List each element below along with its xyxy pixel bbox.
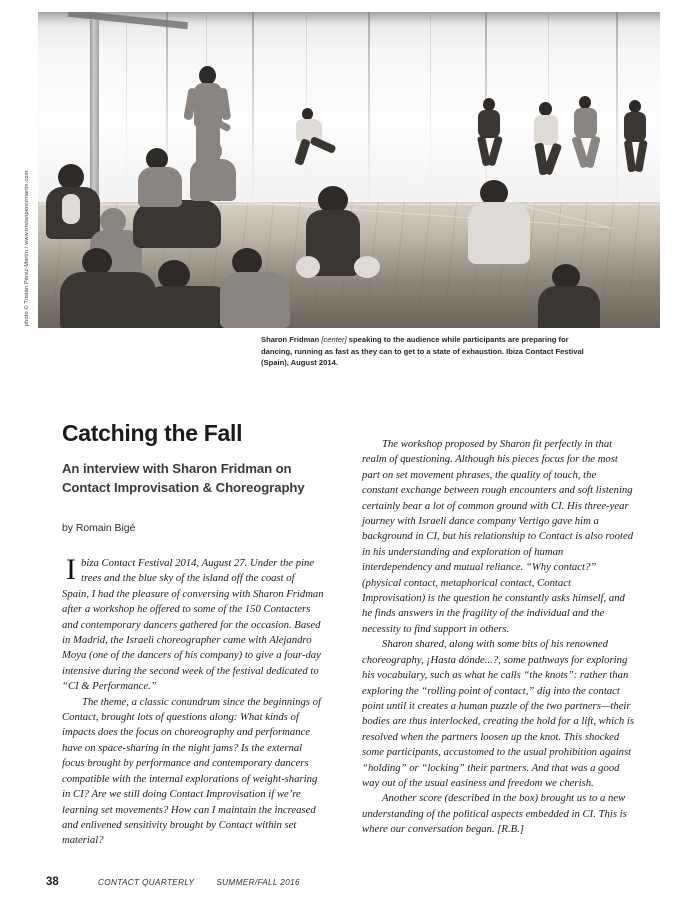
article-byline: by Romain Bigé xyxy=(62,523,136,534)
caption-position-note: [center] xyxy=(321,335,347,344)
lead-paragraph xyxy=(62,553,324,695)
page-number: 38 xyxy=(46,876,59,888)
issue-date: SUMMER/FALL 2016 xyxy=(216,878,300,887)
photo-credit-text: photo © Tristán Pérez-Martín / www.tristanperezmartin.com xyxy=(24,170,30,326)
paragraph: Sharon shared, along with some bits of his renowned choreography, ¡Hasta dónde...?, some pathways for exploring his vocabulary, such as what he calls “the knots”: rather than exploring the “rolling point of contact,” dig into the contact point until it creates a human puzzle of the two partners—their bodies are thus interlocked, creating the hold for a lift, which is resolved when the partners loosen up the knot. This shocked some participants, accustomed to the usual prohibition against “holding” or “locking” their partners. And that was a good way out of the usual easiness and freedom we cherish. xyxy=(362,638,635,789)
paragraph: The theme, a classic conundrum since the beginnings of Contact, brought lots of questions along: What kinds of impacts does the focus on choreography and performance have on space-sharing in the night jams? Is the external focus brought by performance and contemporary dancers compatible with the internal explorations of weight-sharing in CI? Are we still doing Contact Improvisation if we’re learning set movements? How can I maintain the increased and enlivened sensitivity brought by Contact within set material? xyxy=(62,695,321,847)
paragraph: The workshop proposed by Sharon fit perfectly in that realm of questioning. Although his pieces focus for the most part on set movement phrases, the quality of touch, the constant exchange between rough encounters and soft listening certainly bear a lot of common ground with CI. His three-year journey with Israeli dance company Vertigo gave him a background in CI, but his relationship to Contact is also rooted in his understanding and exploration of human interdependency and mutual reliance. “Why contact?” (physical contact, metaphorical contact, Contact Improvisation) is the question he constantly asks himself, and he finds answers in the fragility of the individual and the necessity to find support in others. xyxy=(362,438,634,635)
caption-subject: Sharon Fridman xyxy=(261,335,322,344)
right-column xyxy=(362,437,634,838)
article-subtitle: An interview with Sharon Fridman on Contact Improvisation & Choreography xyxy=(62,461,305,495)
caption-body: speaking to the audience while participants are preparing for dancing, running as fast as they can to get to a state of exhaustion. Ibiza Contact Festival (Spain), August 2014. xyxy=(261,335,584,368)
drop-cap: I xyxy=(66,553,76,586)
page-footer xyxy=(46,876,646,888)
journal-name: CONTACT QUARTERLY xyxy=(98,878,195,887)
paragraph: Another score (described in the box) brought us to a new understanding of the political aspects embedded in CI. This is where our conversation began. [R.B.] xyxy=(362,792,627,836)
page-title: Catching the Fall xyxy=(62,420,243,446)
lead-paragraph-text: biza Contact Festival 2014, August 27. Under the pine trees and the blue sky of the island off the coast of Spain, I had the pleasure of conversing with Sharon Fridman after a workshop he offered to some of the 150 Contacters and contemporary dancers gathered for the occasion. Based in Madrid, the Israeli choreographer came with Alejandro Moya (one of the dancers of his company) to give a four-day intensive during the second week of the festival dedicated to “CI & Performance.” xyxy=(62,557,324,693)
left-column xyxy=(62,420,324,849)
